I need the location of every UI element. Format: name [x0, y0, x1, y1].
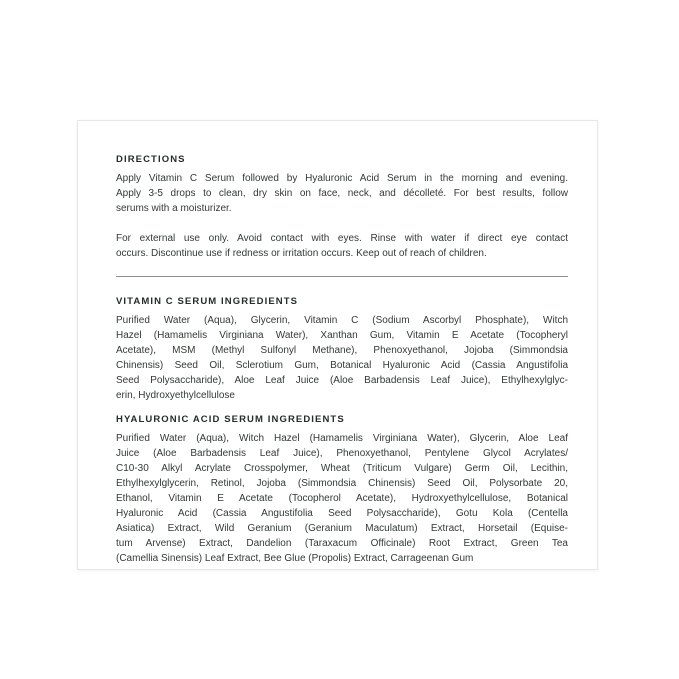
text-line: Juice (Aloe Barbadensis Leaf Juice), Phenoxyethanol, Pentylene Glycol Acrylates/: [116, 448, 568, 459]
text-line: Apply 3-5 drops to clean, dry skin on face, neck, and décolleté. For best results, follow: [116, 188, 568, 199]
text-line: Seed Polysaccharide), Aloe Leaf Juice (Aloe Barbadensis Leaf Juice), Ethylhexylglyc-: [116, 375, 568, 386]
text-line: For external use only. Avoid contact with eyes. Rinse with water if direct eye contact: [116, 233, 568, 244]
text-line: Hazel (Hamamelis Virginiana Water), Xanthan Gum, Vitamin E Acetate (Tocopheryl: [116, 330, 568, 341]
text-line: Acetate), MSM (Methyl Sulfonyl Methane), Phenoxyethanol, Jojoba (Simmondsia: [116, 345, 568, 356]
text-line: C10-30 Alkyl Acrylate Crosspolymer, Wheat (Triticum Vulgare) Germ Oil, Lecithin,: [116, 463, 568, 474]
directions-section: [116, 154, 568, 261]
hyaluronic-ingredients-section: [116, 414, 568, 566]
text-line: tum Arvense) Extract, Dandelion (Taraxacum Officinale) Root Extract, Green Tea: [116, 538, 568, 549]
vitamin-c-ingredients-section: [116, 296, 568, 403]
text-line: (Camellia Sinensis) Leaf Extract, Bee Glue (Propolis) Extract, Carrageenan Gum: [116, 553, 474, 564]
product-label-card: [77, 120, 598, 570]
directions-heading: DIRECTIONS: [116, 154, 186, 165]
vitamin-c-ingredients-heading: VITAMIN C SERUM INGREDIENTS: [116, 296, 299, 307]
hyaluronic-ingredients-paragraph: [116, 431, 568, 566]
text-line: Apply Vitamin C Serum followed by Hyaluronic Acid Serum in the morning and evening.: [116, 173, 568, 184]
text-line: Purified Water (Aqua), Glycerin, Vitamin C (Sodium Ascorbyl Phosphate), Witch: [116, 315, 568, 326]
text-line: serums with a moisturizer.: [116, 203, 232, 214]
text-line: Ethylhexylglycerin, Retinol, Jojoba (Simmondsia Chinensis) Seed Oil, Polysorbate 20,: [116, 478, 568, 489]
directions-warning-paragraph: [116, 231, 568, 261]
text-line: Asiatica) Extract, Wild Geranium (Geranium Maculatum) Extract, Horsetail (Equise-: [116, 523, 568, 534]
text-line: Purified Water (Aqua), Witch Hazel (Hamamelis Virginiana Water), Glycerin, Aloe Leaf: [116, 433, 568, 444]
hyaluronic-ingredients-heading: HYALURONIC ACID SERUM INGREDIENTS: [116, 414, 345, 425]
text-line: Chinensis) Seed Oil, Sclerotium Gum, Botanical Hyaluronic Acid (Cassia Angustifolia: [116, 360, 568, 371]
directions-usage-paragraph: [116, 171, 568, 216]
text-line: erin, Hydroxyethylcellulose: [116, 390, 235, 401]
section-divider: [116, 276, 568, 277]
text-line: Ethanol, Vitamin E Acetate (Tocopherol Acetate), Hydroxyethylcellulose, Botanical: [116, 493, 568, 504]
text-line: Hyaluronic Acid (Cassia Angustifolia Seed Polysaccharide), Gotu Kola (Centella: [116, 508, 568, 519]
vitamin-c-ingredients-paragraph: [116, 313, 568, 403]
text-line: occurs. Discontinue use if redness or irritation occurs. Keep out of reach of children.: [116, 248, 487, 259]
